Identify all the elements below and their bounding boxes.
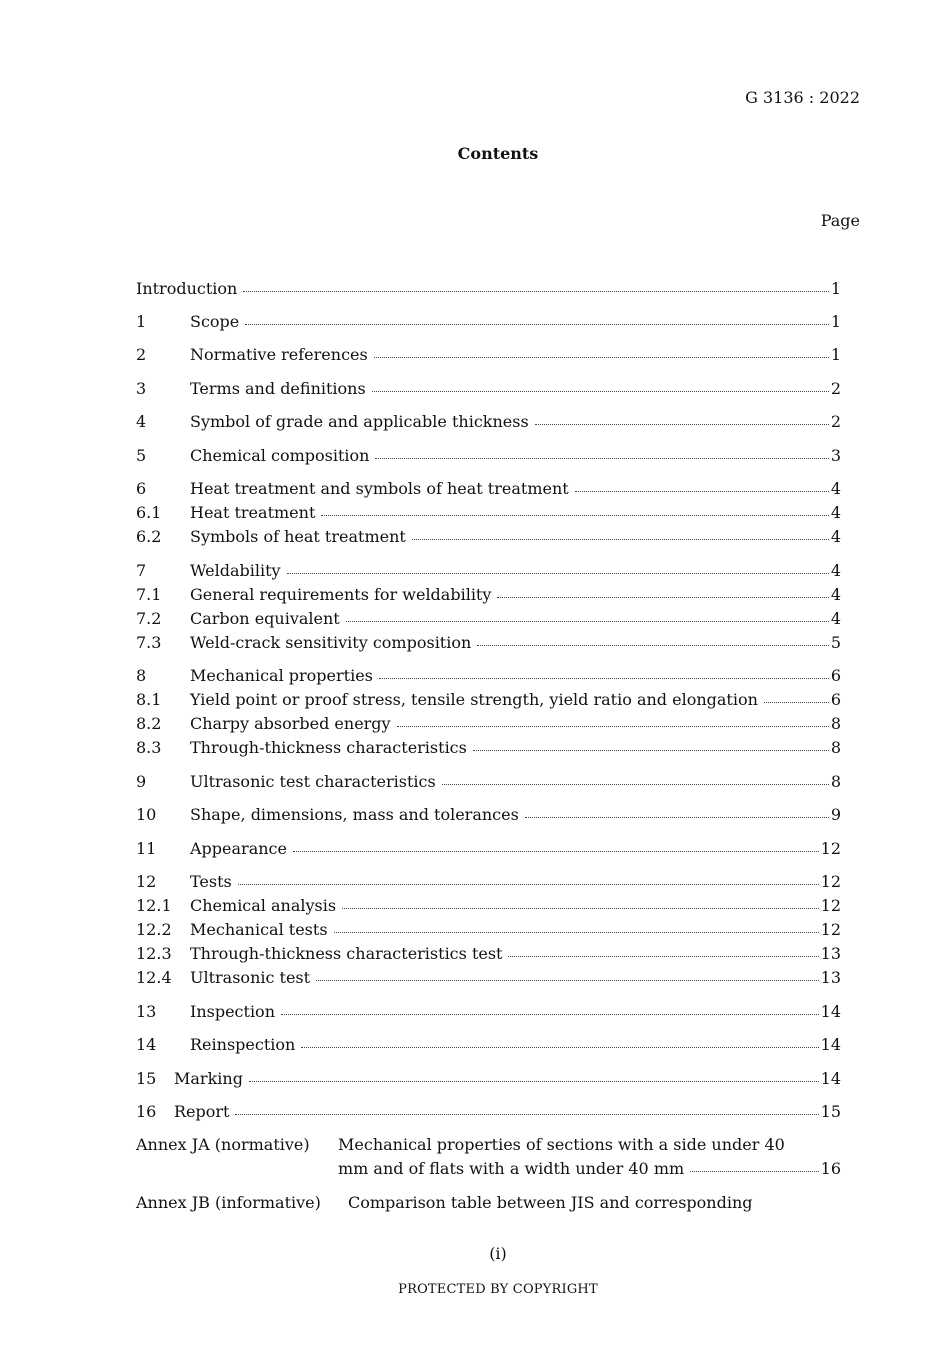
toc-entry-number: 2 xyxy=(136,345,147,364)
toc-entry[interactable] xyxy=(136,895,841,917)
leader-dots xyxy=(764,702,829,703)
toc-entry-label: Marking xyxy=(174,1069,243,1088)
toc-entry[interactable] xyxy=(136,278,841,300)
toc-entry-page: 4 xyxy=(830,479,841,498)
toc-entry-page: 15 xyxy=(820,1102,841,1121)
toc-entry-page: 13 xyxy=(820,968,841,987)
toc-entry-number: 9 xyxy=(136,772,147,791)
toc-entry-label: General requirements for weldability xyxy=(190,585,492,604)
toc-entry-label: Ultrasonic test xyxy=(190,968,311,987)
toc-entry[interactable] xyxy=(136,838,841,860)
toc-entry[interactable] xyxy=(136,665,841,687)
toc-entry-number: 4 xyxy=(136,412,147,431)
toc-entry-number: 6 xyxy=(136,479,147,498)
toc-entry-page: 14 xyxy=(820,1035,841,1054)
toc-entry-label: Mechanical tests xyxy=(190,920,328,939)
leader-dots xyxy=(477,645,829,646)
toc-entry[interactable] xyxy=(136,608,841,630)
toc-entry-label: Ultrasonic test characteristics xyxy=(190,772,436,791)
toc-entry[interactable] xyxy=(136,445,841,467)
leader-dots xyxy=(412,539,829,540)
leader-dots xyxy=(316,980,819,981)
toc-entry-number: 8.3 xyxy=(136,738,162,757)
toc-entry-page: 1 xyxy=(830,345,841,364)
annex-ja-title-line2-row[interactable] xyxy=(338,1158,841,1180)
leader-dots xyxy=(372,391,829,392)
toc-entry-page: 12 xyxy=(820,839,841,858)
leader-dots xyxy=(397,726,829,727)
annex-ja-name[interactable]: Annex JA (normative) xyxy=(136,1135,310,1154)
toc-entry-label: Charpy absorbed energy xyxy=(190,714,391,733)
toc-entry[interactable] xyxy=(136,632,841,654)
toc-entry-number: 6.1 xyxy=(136,503,162,522)
toc-entry-page: 8 xyxy=(830,772,841,791)
toc-entry-label: Heat treatment and symbols of heat treatment xyxy=(190,479,569,498)
toc-entry-page: 6 xyxy=(830,690,841,709)
annex-ja-page: 16 xyxy=(820,1159,841,1178)
toc-entry[interactable] xyxy=(136,1068,841,1090)
leader-dots xyxy=(243,291,828,292)
toc-entry[interactable] xyxy=(136,411,841,433)
toc-entry-label: Tests xyxy=(190,872,232,891)
leader-dots xyxy=(535,424,829,425)
annex-jb-title-line1[interactable]: Comparison table between JIS and corresponding xyxy=(348,1193,753,1212)
leader-dots xyxy=(375,458,828,459)
toc-entry-page: 9 xyxy=(830,805,841,824)
toc-entry-number: 15 xyxy=(136,1069,157,1088)
toc-entry-number: 12 xyxy=(136,872,157,891)
toc-entry-number: 11 xyxy=(136,839,157,858)
toc-entry-number: 10 xyxy=(136,805,157,824)
leader-dots xyxy=(374,357,829,358)
toc-entry-number: 12.3 xyxy=(136,944,172,963)
toc-entry-number: 12.1 xyxy=(136,896,172,915)
toc-entry[interactable] xyxy=(136,919,841,941)
leader-dots xyxy=(334,932,819,933)
leader-dots xyxy=(508,956,818,957)
toc-entry-label: Shape, dimensions, mass and tolerances xyxy=(190,805,519,824)
leader-dots xyxy=(379,678,829,679)
toc-entry-number: 13 xyxy=(136,1002,157,1021)
toc-entry[interactable] xyxy=(136,344,841,366)
toc-entry-page: 4 xyxy=(830,561,841,580)
toc-entry[interactable] xyxy=(136,689,841,711)
toc-entry-label: Yield point or proof stress, tensile strength, yield ratio and elongation xyxy=(190,690,758,709)
toc-entry-page: 8 xyxy=(830,714,841,733)
toc-entry-number: 7.2 xyxy=(136,609,162,628)
toc-entry-number: 5 xyxy=(136,446,147,465)
toc-entry-label: Through-thickness characteristics xyxy=(190,738,467,757)
toc-entry-label: Introduction xyxy=(136,279,238,298)
toc-entry[interactable] xyxy=(136,1101,841,1123)
toc-entry-number: 12.4 xyxy=(136,968,172,987)
toc-entry-label: Inspection xyxy=(190,1002,275,1021)
toc-entry-page: 4 xyxy=(830,503,841,522)
toc-entry[interactable] xyxy=(136,943,841,965)
toc-entry-label: Normative references xyxy=(190,345,368,364)
leader-dots xyxy=(301,1047,818,1048)
footer-copyright: PROTECTED BY COPYRIGHT xyxy=(398,1282,598,1297)
toc-entry-label: Terms and definitions xyxy=(190,379,366,398)
toc-entry[interactable] xyxy=(136,1001,841,1023)
leader-dots xyxy=(690,1171,818,1172)
leader-dots xyxy=(293,851,819,852)
toc-entry-page: 12 xyxy=(820,920,841,939)
leader-dots xyxy=(281,1014,819,1015)
toc-entry[interactable] xyxy=(136,526,841,548)
contents-title: Contents xyxy=(457,144,539,163)
toc-entry-page: 1 xyxy=(830,312,841,331)
toc-entry-label: Weld-crack sensitivity composition xyxy=(190,633,472,652)
toc-entry-number: 1 xyxy=(136,312,147,331)
toc-entry-page: 14 xyxy=(820,1069,841,1088)
leader-dots xyxy=(346,621,829,622)
toc-entry[interactable] xyxy=(136,311,841,333)
page-column-label: Page xyxy=(820,211,860,230)
toc-entry[interactable] xyxy=(136,560,841,582)
toc-entry-label: Through-thickness characteristics test xyxy=(190,944,503,963)
leader-dots xyxy=(287,573,829,574)
toc-entry-number: 6.2 xyxy=(136,527,162,546)
document-id: G 3136 : 2022 xyxy=(745,88,860,107)
leader-dots xyxy=(473,750,829,751)
leader-dots xyxy=(321,515,828,516)
toc-entry[interactable] xyxy=(136,478,841,500)
toc-entry-label: Carbon equivalent xyxy=(190,609,340,628)
annex-ja-title-line1[interactable]: Mechanical properties of sections with a side under 40 xyxy=(338,1135,785,1154)
toc-entry-label: Mechanical properties xyxy=(190,666,373,685)
toc-entry[interactable] xyxy=(136,584,841,606)
toc-entry[interactable] xyxy=(136,378,841,400)
toc-entry-label: Chemical analysis xyxy=(190,896,337,915)
toc-entry-page: 5 xyxy=(830,633,841,652)
toc-entry[interactable] xyxy=(136,502,841,524)
toc-entry-page: 2 xyxy=(830,379,841,398)
toc-entry[interactable] xyxy=(136,737,841,759)
toc-entry-page: 4 xyxy=(830,585,841,604)
toc-entry-number: 12.2 xyxy=(136,920,172,939)
leader-dots xyxy=(238,884,819,885)
toc-entry-number: 7.1 xyxy=(136,585,162,604)
toc-entry-label: Appearance xyxy=(190,839,287,858)
leader-dots xyxy=(245,324,829,325)
toc-entry-page: 1 xyxy=(830,279,841,298)
toc-entry[interactable] xyxy=(136,967,841,989)
toc-entry[interactable] xyxy=(136,804,841,826)
toc-entry-page: 12 xyxy=(820,896,841,915)
toc-entry[interactable] xyxy=(136,1034,841,1056)
toc-entry-number: 16 xyxy=(136,1102,157,1121)
toc-entry-label: Symbol of grade and applicable thickness xyxy=(190,412,529,431)
leader-dots xyxy=(249,1081,819,1082)
leader-dots xyxy=(575,491,829,492)
toc-entry-number: 7 xyxy=(136,561,147,580)
leader-dots xyxy=(497,597,828,598)
toc-entry-number: 8 xyxy=(136,666,147,685)
toc-entry-page: 6 xyxy=(830,666,841,685)
annex-ja-title-line2: mm and of flats with a width under 40 mm xyxy=(338,1159,685,1178)
toc-entry-page: 4 xyxy=(830,609,841,628)
toc-entry-page: 8 xyxy=(830,738,841,757)
toc-entry-label: Reinspection xyxy=(190,1035,296,1054)
toc-entry-label: Weldability xyxy=(190,561,281,580)
toc-entry-number: 8.2 xyxy=(136,714,162,733)
toc-entry-label: Report xyxy=(174,1102,230,1121)
toc-entry-number: 14 xyxy=(136,1035,157,1054)
toc-entry[interactable] xyxy=(136,713,841,735)
toc-entry[interactable] xyxy=(136,771,841,793)
toc-entry-page: 3 xyxy=(830,446,841,465)
toc-entry-number: 8.1 xyxy=(136,690,162,709)
leader-dots xyxy=(442,784,829,785)
toc-entry-number: 7.3 xyxy=(136,633,162,652)
leader-dots xyxy=(342,908,819,909)
toc-entry-label: Chemical composition xyxy=(190,446,370,465)
toc-entry-page: 4 xyxy=(830,527,841,546)
toc-entry-page: 13 xyxy=(820,944,841,963)
toc-entry-label: Scope xyxy=(190,312,240,331)
toc-entry-number: 3 xyxy=(136,379,147,398)
leader-dots xyxy=(525,817,829,818)
footer-page-number: (i) xyxy=(489,1244,507,1263)
annex-jb-name[interactable]: Annex JB (informative) xyxy=(136,1193,321,1212)
toc-entry-page: 12 xyxy=(820,872,841,891)
toc-entry-label: Symbols of heat treatment xyxy=(190,527,406,546)
leader-dots xyxy=(235,1114,818,1115)
toc-entry-page: 2 xyxy=(830,412,841,431)
toc-entry-label: Heat treatment xyxy=(190,503,316,522)
toc-entry[interactable] xyxy=(136,871,841,893)
toc-entry-page: 14 xyxy=(820,1002,841,1021)
